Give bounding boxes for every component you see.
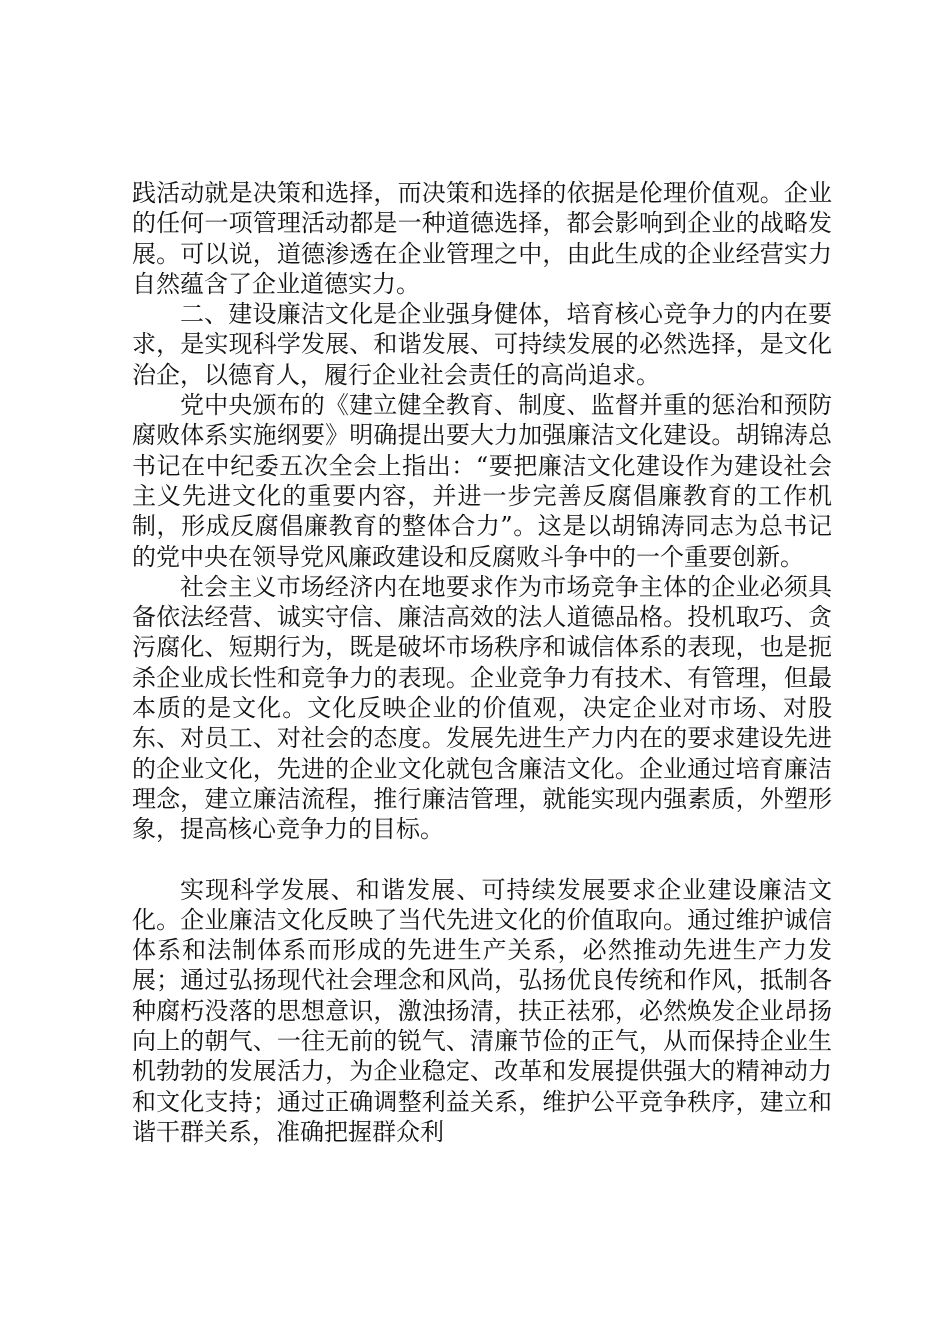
paragraph-continuation: 践活动就是决策和选择，而决策和选择的依据是伦理价值观。企业的任何一项管理活动都是一种道德选择，都会影响到企业的战略发展。可以说，道德渗透在企业管理之中，由此生成的企业经营实力自然蕴含了企业道德实力。 [132,179,832,298]
paragraph-market-economy: 社会主义市场经济内在地要求作为市场竞争主体的企业必须具备依法经营、诚实守信、廉洁高效的法人道德品格。投机取巧、贪污腐化、短期行为，既是破坏市场秩序和诚信体系的表现，也是扼杀企业成长性和竞争力的表现。企业竞争力有技术、有管理，但最本质的是文化。文化反映企业的价值观，决定企业对市场、对股东、对员工、对社会的态度。发展先进生产力内在的要求建设先进的企业文化，先进的企业文化就包含廉洁文化。企业通过培育廉洁理念，建立廉洁流程，推行廉洁管理，就能实现内强素质，外塑形象，提高核心竞争力的目标。 [132,572,832,844]
paragraph-scientific-development: 实现科学发展、和谐发展、可持续发展要求企业建设廉洁文化。企业廉洁文化反映了当代先进文化的价值取向。通过维护诚信体系和法制体系而形成的先进生产关系，必然推动先进生产力发展；通过弘扬现代社会理念和风尚，弘扬优良传统和作风，抵制各种腐朽没落的思想意识，激浊扬清，扶正祛邪，必然焕发企业昂扬向上的朝气、一往无前的锐气、清廉节俭的正气，从而保持企业生机勃勃的发展活力，为企业稳定、改革和发展提供强大的精神动力和文化支持；通过正确调整利益关系，维护公平竞争秩序，建立和谐干群关系，准确把握群众利 [132,875,832,1146]
paragraph-central-committee: 党中央颁布的《建立健全教育、制度、监督并重的惩治和预防腐败体系实施纲要》明确提出要大力加强廉洁文化建设。胡锦涛总书记在中纪委五次全会上指出：“要把廉洁文化建设作为建设社会主义先进文化的重要内容，并进一步完善反腐倡廉教育的工作机制，形成反腐倡廉教育的整体合力”。这是以胡锦涛同志为总书记的党中央在领导党风廉政建设和反腐败斗争中的一个重要创新。 [132,391,832,571]
paragraph-gap [132,845,832,875]
paragraph-section-two-heading: 二、建设廉洁文化是企业强身健体，培育核心竞争力的内在要求，是实现科学发展、和谐发展、可持续发展的必然选择，是文化治企，以德育人，履行企业社会责任的高尚追求。 [132,300,832,389]
document-body [132,178,832,1147]
